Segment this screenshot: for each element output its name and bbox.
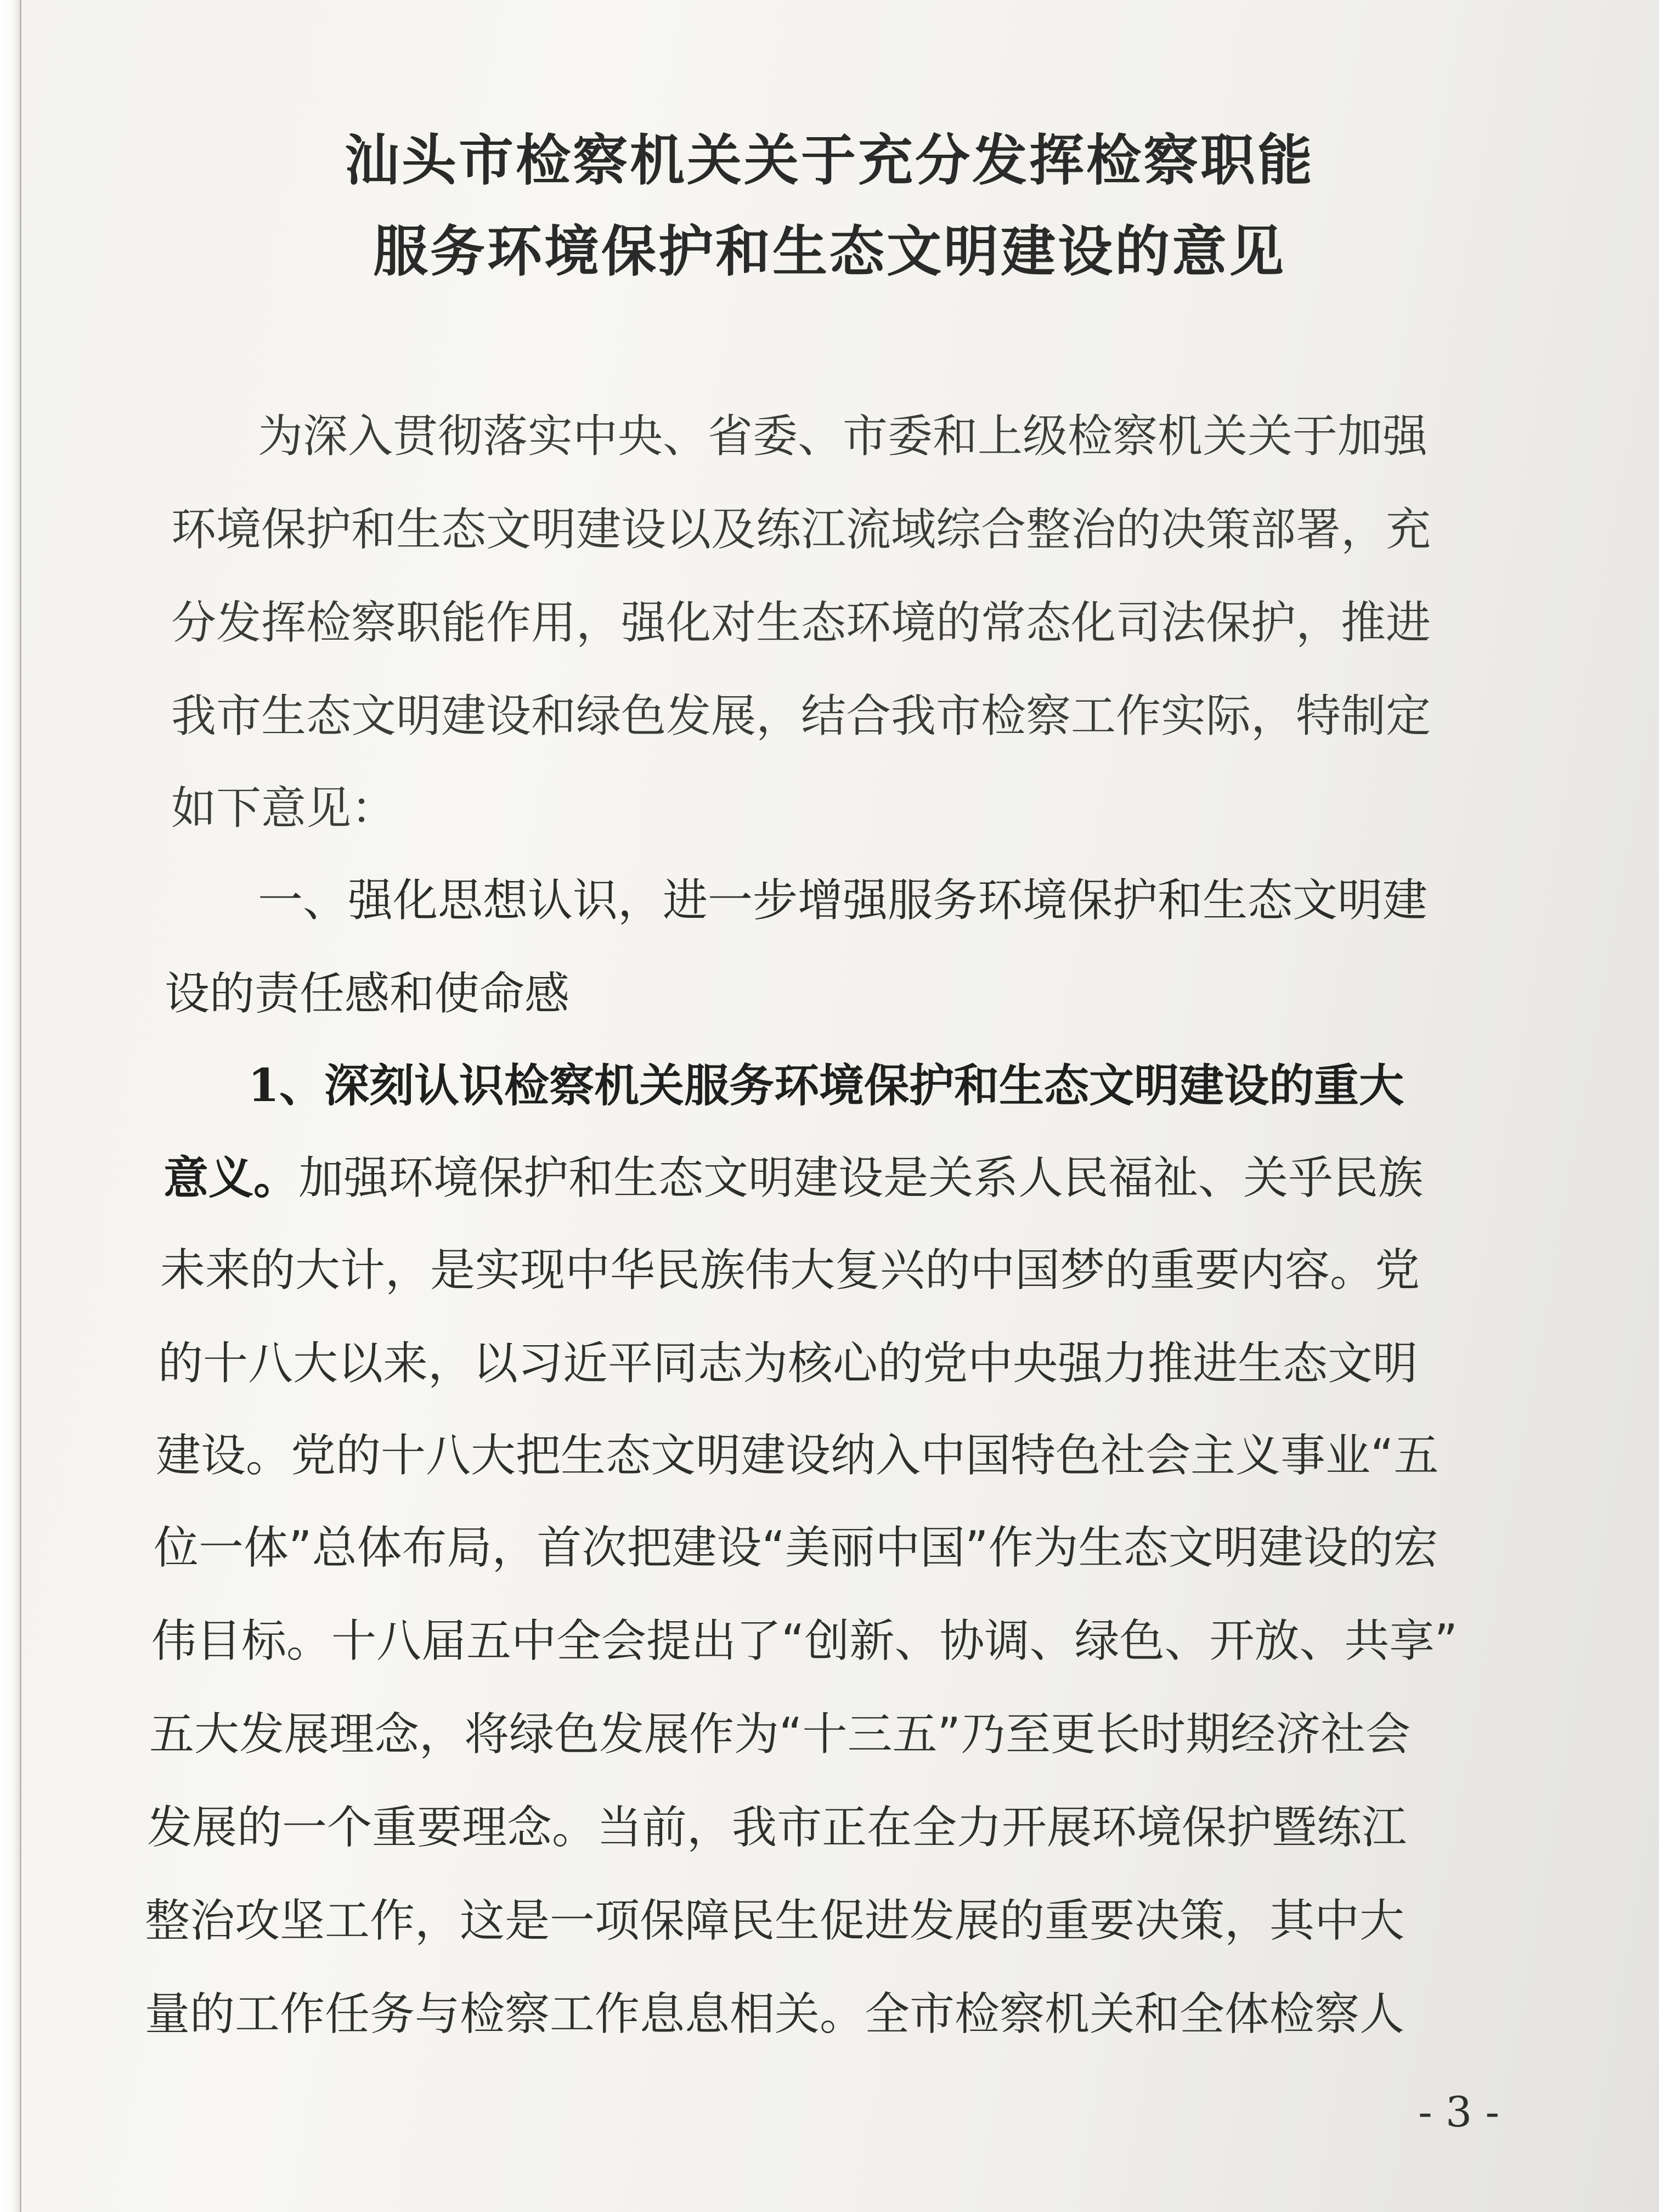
item-text-line-5: 位一体”总体布局，首次把建设“美丽中国”作为生态文明建设的宏: [154, 1522, 1438, 1574]
item-text-line-8: 发展的一个重要理念。当前，我市正在全力开展环境保护暨练江: [147, 1802, 1407, 1854]
item-text-line-7: 五大发展理念，将绿色发展作为“十三五”乃至更长时期经济社会: [149, 1708, 1410, 1760]
item-text-start: 加强环境保护和生态文明建设是关系人民福祉、关乎民族: [298, 1152, 1424, 1204]
section-heading-line-2: 设的责任感和使命感: [165, 968, 570, 1020]
item-text-line-6: 伟目标。十八届五中全会提出了“创新、协调、绿色、开放、共享”: [151, 1615, 1458, 1667]
item-text-line-1: [163, 1142, 1423, 1206]
item-heading-end: 意义。: [163, 1152, 299, 1204]
intro-line-5: 如下意见：: [171, 782, 397, 834]
intro-line-4: 我市生态文明建设和绿色发展，结合我市检察工作实际，特制定: [171, 690, 1431, 742]
intro-line-2: 环境保护和生态文明建设以及练江流域综合整治的决策部署，充: [171, 504, 1431, 556]
intro-line-3: 分发挥检察职能作用，强化对生态环境的常态化司法保护，推进: [171, 597, 1431, 649]
item-text-line-3: 的十八大以来，以习近平同志为核心的党中央强力推进生态文明: [158, 1338, 1418, 1390]
page-number: - 3 -: [1418, 2087, 1500, 2136]
item-text-line-9: 整治攻坚工作，这是一项保障民生促进发展的重要决策，其中大: [145, 1895, 1405, 1947]
item-text-line-10: 量的工作任务与检察工作息息相关。全市检察机关和全体检察人: [145, 1988, 1405, 2040]
item-heading-line-1: 1、深刻认识检察机关服务环境保护和生态文明建设的重大: [248, 1059, 1404, 1112]
page-edge: [0, 0, 21, 2212]
document-title-line-2: 服务环境保护和生态文明建设的意见: [373, 219, 1286, 284]
section-heading-line-1: 一、强化思想认识，进一步增强服务环境保护和生态文明建: [258, 874, 1428, 927]
intro-line-1: 为深入贯彻落实中央、省委、市委和上级检察机关关于加强: [258, 410, 1428, 462]
item-text-line-2: 未来的大计，是实现中华民族伟大复兴的中国梦的重要内容。党: [160, 1244, 1420, 1296]
item-text-line-4: 建设。党的十八大把生态文明建设纳入中国特色社会主义事业“五: [156, 1430, 1439, 1482]
document-title-line-1: 汕头市检察机关关于充分发挥检察职能: [345, 128, 1314, 193]
